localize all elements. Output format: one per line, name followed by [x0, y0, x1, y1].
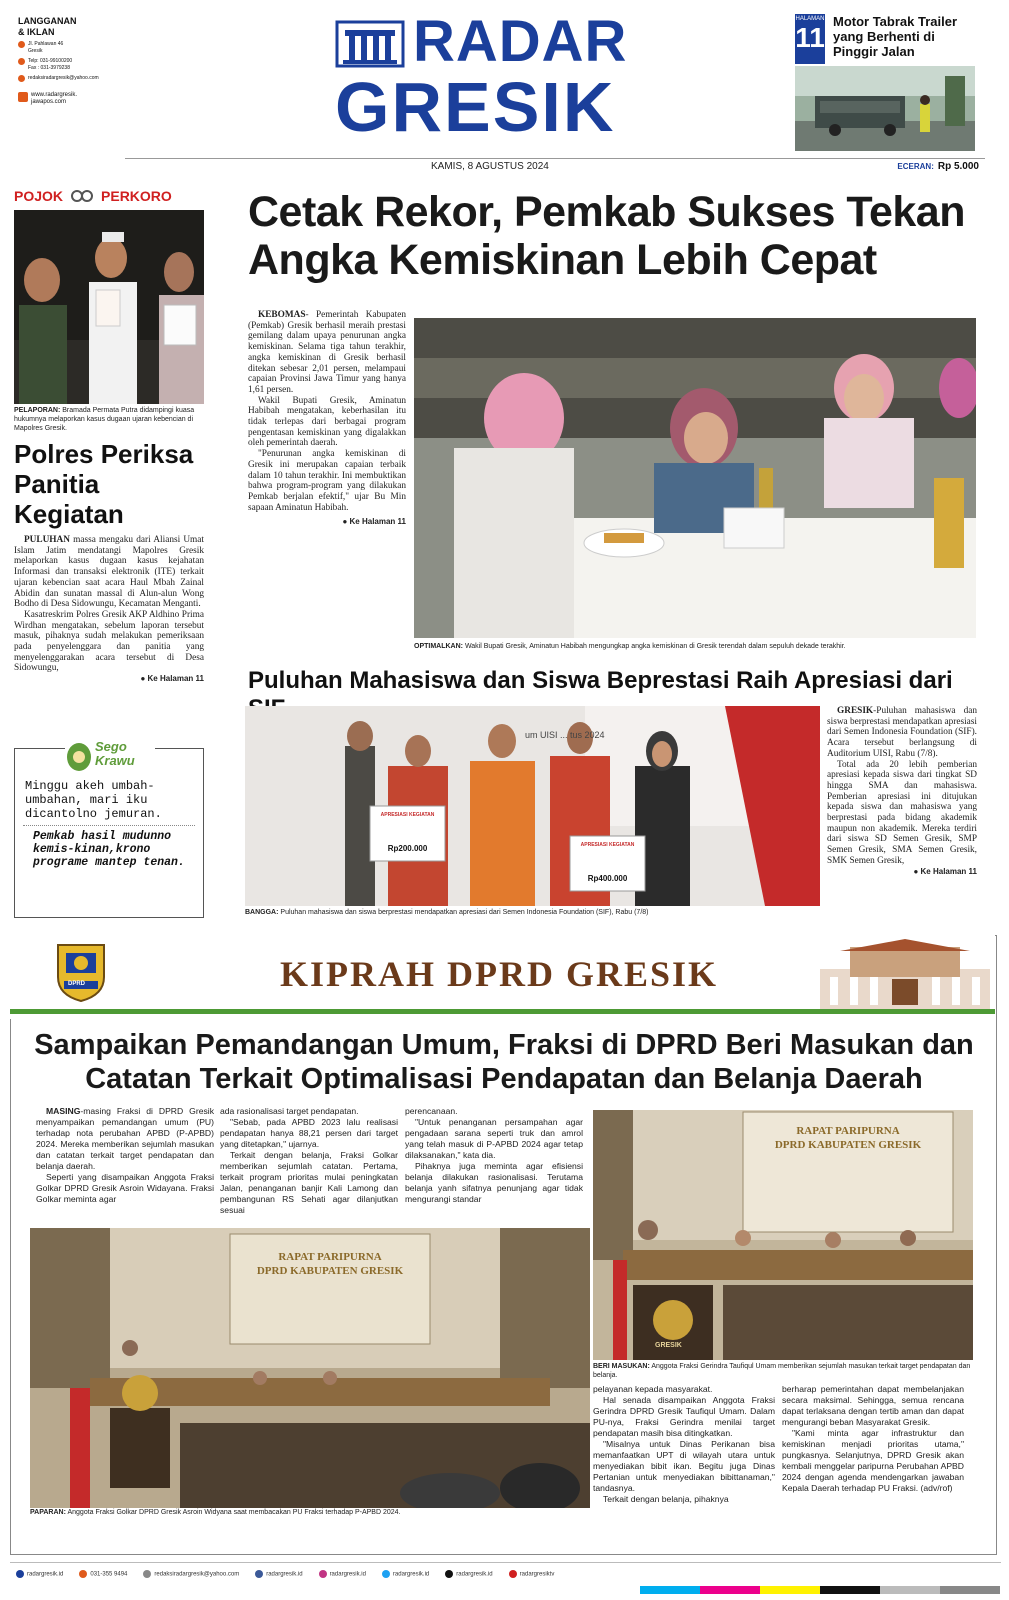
footer-facebook-text: radargresik.id: [266, 1571, 303, 1578]
main-headline: Cetak Rekor, Pemkab Sukses Tekan Angka Kemiskinan Lebih Cepat: [248, 188, 965, 284]
second-caption-lead: BANGGA:: [245, 909, 279, 916]
board-2-amount: Rp400.000: [587, 874, 628, 883]
dprd-c3-paragraph-3: Pihaknya juga meminta agar efisiensi belanja dilakukan rasionalisasi. Terutama belanja yanh sifatnya penunjang agar tidak mengurangi standar: [405, 1161, 583, 1204]
dprd-photo-2-caption: [593, 1362, 973, 1380]
sego-column-text: Minggu akeh umbah-umbahan, mari iku dicantolno jemuran.: [25, 779, 162, 821]
price-tag: [897, 161, 979, 172]
dprd-c1-paragraph-1: [36, 1106, 214, 1172]
swatch-yellow: [760, 1586, 820, 1594]
pojok-article-body: [14, 535, 204, 685]
second-photo: [245, 706, 820, 906]
dprd-photo-2-caption-lead: BERI MASUKAN:: [593, 1363, 650, 1370]
monument-emblem-icon: [335, 18, 405, 70]
issue-date: KAMIS, 8 AGUSTUS 2024: [425, 161, 555, 172]
teaser-photo: [795, 66, 975, 151]
swatch-magenta: [700, 1586, 760, 1594]
second-headline: Puluhan Mahasiswa dan Siswa Beprestasi Raih Apresiasi dari: [248, 667, 953, 694]
pojok-paragraph-2: Kasatreskrim Polres Gresik AKP Aldhino Prima Wirdhan mengatakan, sebelum laporan tersebut masuk, pihaknya sudah melakukan pemeriksaan pada penyelenggara dan panitia yang menyelenggarakan acara tersebut di Desa Sidowungu,: [14, 609, 204, 674]
second-continue-link[interactable]: ● Ke Halaman 11: [913, 866, 977, 876]
email-icon: [143, 1570, 151, 1578]
instagram-icon: [319, 1570, 327, 1578]
web-icon: [16, 1570, 24, 1578]
second-paragraph-1: [827, 706, 977, 760]
second-article-body: [827, 706, 977, 877]
dprd-photo-1: [30, 1228, 590, 1508]
twitter-icon: [382, 1570, 390, 1578]
address-text: Jl. Pahlawan 46 Gresik: [28, 41, 64, 54]
pojok-caption: [14, 406, 204, 433]
dprd-photo-1-caption-lead: PAPARAN:: [30, 1509, 66, 1516]
logo-gresik: GRESIK: [335, 68, 616, 146]
dprd-photo-2-screen-text: RAPAT PARIPURNA DPRD KABUPATEN GRESIK: [774, 1125, 922, 1151]
phone-icon: [79, 1570, 87, 1578]
pojok-label: POJOK: [14, 188, 64, 204]
teaser-halaman-label: HALAMAN: [795, 16, 825, 22]
second-photo-caption: [245, 908, 820, 917]
main-paragraph-2: Wakil Bupati Gresik, Aminatun Habibah mengatakan, keberhasilan itu tidak terlepas dari berbagai program pengentasan kemiskinan yang digalakkan oleh pemerintah daerah.: [248, 395, 406, 449]
footer-instagram-text: radargresik.id: [329, 1571, 366, 1578]
dprd-photo-1-caption: [30, 1508, 590, 1517]
dprd-column-3: [405, 1106, 583, 1205]
footer-youtube-text: radargresiktv: [519, 1571, 555, 1578]
price-value: Rp 5.000: [937, 161, 979, 172]
main-article-body: [248, 310, 406, 528]
swatch-gray-2: [940, 1586, 1000, 1594]
kiprah-title: KIPRAH DPRD GRESIK: [280, 954, 719, 994]
footer-twitter-text: radargresik.id: [392, 1571, 430, 1578]
dprd-photo-2: [593, 1110, 973, 1360]
pojok-headline: Polres Periksa Panitia Kegiatan: [14, 439, 194, 529]
pojok-caption-lead: PELAPORAN:: [14, 407, 61, 414]
dprd-c1-paragraph-2: Seperti yang disampaikan Anggota Fraksi Golkar DPRD Gresik Asroin Widayana. Fraksi Golkar meminta agar: [36, 1172, 214, 1204]
dprd-lead-word: MASING: [46, 1106, 81, 1116]
dprd-column-4: [593, 1384, 775, 1505]
subscription-info: [18, 16, 122, 156]
pojok-p1-text: massa mengaku dari Aliansi Umat Islam Jatim mendatangi Mapolres Gresik melaporkan kasus dugaan kasus kejahatan Informasi dan transaksi elektronik (ITE) terkait ujaran kebencian saat acara Haul Mbah Zainal Abidin dan sunatan massal di Alun-alun Wong Bodho di Desa Sidowungu, Kecamatan Menganti.: [14, 535, 204, 610]
board-2-title: APRESIASI KEGIATAN: [580, 842, 635, 848]
subscription-header: LANGGANAN & IKLAN: [18, 16, 77, 37]
second-lead-word: GRESIK: [837, 706, 874, 716]
main-caption-lead: OPTIMALKAN:: [414, 643, 463, 650]
sego-punchline: Pemkab hasil mudunno kemis-kinan,krono programe mantep tenan.: [23, 825, 195, 873]
pojok-paragraph-1: [14, 535, 204, 610]
pojok-header: [14, 188, 204, 204]
stage-banner: um UISI ... tus 2024: [525, 730, 605, 740]
main-continue-link[interactable]: ● Ke Halaman 11: [342, 517, 406, 527]
footer-tiktok[interactable]: [445, 1570, 492, 1578]
sego-krawu-box: [14, 739, 204, 918]
teaser-title: Motor Tabrak Trailer yang Berhenti di Pinggir Jalan: [833, 14, 958, 59]
footer-phone[interactable]: [79, 1570, 127, 1578]
address-row: [18, 41, 122, 55]
footer-website-text: radargresik.id: [27, 1571, 64, 1578]
swatch-gray-1: [880, 1586, 940, 1594]
main-paragraph-1: [248, 310, 406, 396]
footer-twitter[interactable]: [382, 1570, 429, 1578]
logo-radar: RADAR: [413, 9, 628, 74]
main-lead-word: KEBOMAS: [258, 310, 306, 320]
newspaper-logo: [335, 10, 635, 150]
dprd-photo-1-caption-text: Anggota Fraksi Golkar DPRD Gresik Asroin Widyana saat membacakan PU Fraksi terhadap P-APBD 2024.: [65, 1509, 401, 1516]
web-icon: [18, 92, 28, 102]
pojok-caption-text: Bramada Permata Putra didampingi kuasa hukumnya melaporkan kasus dugaan ujaran kebencian di Mapolres Gresik.: [14, 407, 195, 432]
web-text: www.radargresik. jawapos.com: [31, 92, 78, 105]
kiprah-dprd-banner: [10, 935, 995, 1019]
main-photo-caption: [414, 642, 976, 651]
teaser-page-box: [795, 14, 825, 64]
dprd-photo-1-screen-text: RAPAT PARIPURNA DPRD KABUPATEN GRESIK: [256, 1251, 404, 1277]
facebook-icon: [255, 1570, 263, 1578]
sego-logo-top: Sego: [95, 739, 127, 754]
teaser-page-number: 11: [795, 22, 825, 53]
phone-icon: [18, 58, 25, 65]
front-teaser[interactable]: [795, 14, 980, 154]
phone-row: [18, 58, 122, 72]
second-paragraph-2: Total ada 20 lebih pemberian apresiasi kepada siswa dari tingkat SD hingga SMA dan mahasiswa. Pemberian apresiasi ini ditujukan kepada siswa dan mahasiswa yang berprestasi pada bidang akademik maupun non akademik. Mereka terdiri dari siswa SD Semen Gresik, SMP Semen Gresik, SMA Semen Gresik, SMK Semen Gresik,: [827, 759, 977, 866]
board-1-title: APRESIASI KEGIATAN: [380, 812, 435, 818]
dprd-c4-paragraph-3: "Misalnya untuk Dinas Perikanan bisa memanfaatkan UPT di wilayah utara untuk menyediakan bibit ikan. Begitu juga Dinas Pertanian untuk menyediakan bibittanaman," tandasnya.: [593, 1439, 775, 1493]
email-row: [18, 75, 122, 82]
main-photo: [414, 318, 976, 638]
main-caption-text: Wakil Bupati Gresik, Aminatun Habibah mengungkap angka kemiskinan di Gresik terendah dalam sepuluh dekade terakhir.: [463, 643, 846, 650]
footer-youtube[interactable]: [509, 1570, 555, 1578]
footer-email[interactable]: [143, 1570, 239, 1578]
dprd-column-1: [36, 1106, 214, 1205]
footer-social-bar: [10, 1562, 1001, 1585]
dprd-c2-paragraph-3: Terkait dengan belanja, Fraksi Golkar memberikan sejumlah catatan. Pertama, terkait program prioritas mulai peningkatan Jalan, penanganan banjir Kali Lamong dan pembangunan RS Sehati agar dilanjutkan sesuai: [220, 1150, 398, 1215]
dprd-c4-paragraph-4: Terkait dengan belanja, pihaknya: [603, 1494, 729, 1504]
dprd-c1p1-text: -masing Fraksi di DPRD Gresik menyampaikan pemandangan umum (PU) terhadap nota perubahan APBD (P-APBD) 2024. Mereka memberikan sejumlah masukan dan catatan terkait target pendapatan dan belanja daerah.: [36, 1106, 214, 1171]
dprd-c3-paragraph-2: "Untuk penanganan persampahan agar pengadaan sarana seperti truk dan amrol yang telah masuk di P-APBD 2024 agar tetap dilaksanakan," kata dia.: [405, 1117, 583, 1160]
dprd-headline: Sampaikan Pemandangan Umum, Fraksi di DPRD Beri Masukan dan Catatan Terkait Optimalisasi Pendapatan dan Belanja Daerah: [34, 1029, 974, 1095]
footer-website[interactable]: [16, 1570, 63, 1578]
print-color-registration-bar: [640, 1586, 1000, 1594]
kiprah-green-band: [10, 1009, 995, 1014]
pojok-lead-word: PULUHAN: [24, 535, 70, 545]
perkoro-label: PERKORO: [101, 188, 172, 204]
dprd-column-2: [220, 1106, 398, 1216]
dprd-c3-paragraph-1: perencanaan.: [405, 1106, 458, 1116]
pojok-continue-link[interactable]: ● Ke Halaman 11: [140, 674, 204, 684]
dprd-emblem-icon: [50, 941, 112, 1003]
footer-email-text: redaksiradargresik@yahoo.com: [154, 1571, 240, 1578]
main-p1-text: - Pemerintah Kabupaten (Pemkab) Gresik berhasil meraih prestasi gemilang dalam upaya penurunan angka kemiskinan. Selama tiga tahun terakhir, angka kemiskinan di Gresik berhasil ditekan sebesar 2,01 persen, melampaui capaian Provinsi Jawa Timur yang hanya 1,61 persen.: [248, 310, 406, 395]
tiktok-icon: [445, 1570, 453, 1578]
dprd-building-illustration: [820, 939, 990, 1009]
web-row: [18, 92, 122, 106]
pojok-photo: [14, 210, 204, 404]
dprd-photo-2-podium-label: GRESIK: [655, 1342, 682, 1349]
dprd-column-5: [782, 1384, 964, 1494]
footer-phone-text: 031-355 9494: [90, 1571, 128, 1578]
dprd-photo-2-caption-text: Anggota Fraksi Gerindra Taufiqul Umam memberikan sejumlah masukan terkait target pendapatan dan belanja.: [593, 1363, 971, 1379]
email-text: redaksiradargresik@yahoo.com: [28, 75, 99, 81]
footer-instagram[interactable]: [319, 1570, 366, 1578]
footer-facebook[interactable]: [255, 1570, 302, 1578]
price-label: ECERAN:: [897, 162, 934, 171]
swatch-black: [820, 1586, 880, 1594]
email-icon: [18, 75, 25, 82]
dprd-c5-paragraph-1: berharap pemerintahan dapat membelanjakan secara maksimal. Sehingga, semua rencana dapat terlaksana dengan tertib aman dan dapat mengurangi beban Masyarakat Gresik.: [782, 1384, 964, 1427]
main-paragraph-3: "Penurunan angka kemiskinan di Gresik ini merupakan capaian terbaik dalam 10 tahun terakhir. Ini membuktikan bahwa program-program yang dilakukan Pemkab berjalan efektif," ujar Bu Min sapaan Aminatun Habibah.: [248, 449, 406, 513]
phone-text: Telp: 031-99100200 Fax : 031-3979238: [28, 58, 73, 71]
handcuffs-icon: [71, 189, 93, 203]
dprd-c4-paragraph-1: pelayanan kepada masyarakat.: [593, 1384, 713, 1394]
dprd-c4-paragraph-2: Hal senada disampaikan Anggota Fraksi Gerindra DPRD Gresik Taufiqul Umam. Dalam PU-nya, Fraksi Gerindra menilai target pendapatan masih bisa ditingkatkan.: [593, 1395, 775, 1438]
board-1-amount: Rp200.000: [387, 844, 428, 853]
dprd-c2-paragraph-1: ada rasionalisasi target pendapatan.: [220, 1106, 359, 1116]
dprd-emblem-label: DPRD: [68, 981, 86, 987]
footer-tiktok-text: radargresik.id: [456, 1571, 493, 1578]
second-caption-text: Puluhan mahasiswa dan siswa berprestasi mendapatkan apresiasi dari Semen Indonesia Foundation (SIF), Rabu (7/8): [278, 909, 649, 916]
pojok-perkoro-column: [14, 188, 204, 685]
swatch-cyan: [640, 1586, 700, 1594]
second-p1-text: -Puluhan mahasiswa dan siswa berprestasi mendapatkan apresiasi dari Semen Indonesia Foundation (SIF). Acara tersebut berlangsung di Auditorium UISI, Rabu (7/8).: [827, 706, 977, 759]
sego-logo-bottom: Krawu: [95, 753, 135, 768]
dprd-c2-paragraph-2: "Sebab, pada APBD 2023 lalu realisasi pendapatan hanya 88,21 persen dari target yang ditetapkan," ujarnya.: [220, 1117, 398, 1149]
dprd-c5-paragraph-2: "Kami minta agar infrastruktur dan kemiskinan menjadi prioritas utama," pungkasnya. Selanjutnya, DPRD Gresik akan kembali menggelar paripurna Perubahan APBD 2024 dengan agenda mendengarkan jawaban Kepala Daerah terhadap PU Fraksi. (adv/rof): [782, 1428, 964, 1493]
youtube-icon: [509, 1570, 517, 1578]
dateline-bar: [125, 158, 985, 175]
location-icon: [18, 41, 25, 48]
